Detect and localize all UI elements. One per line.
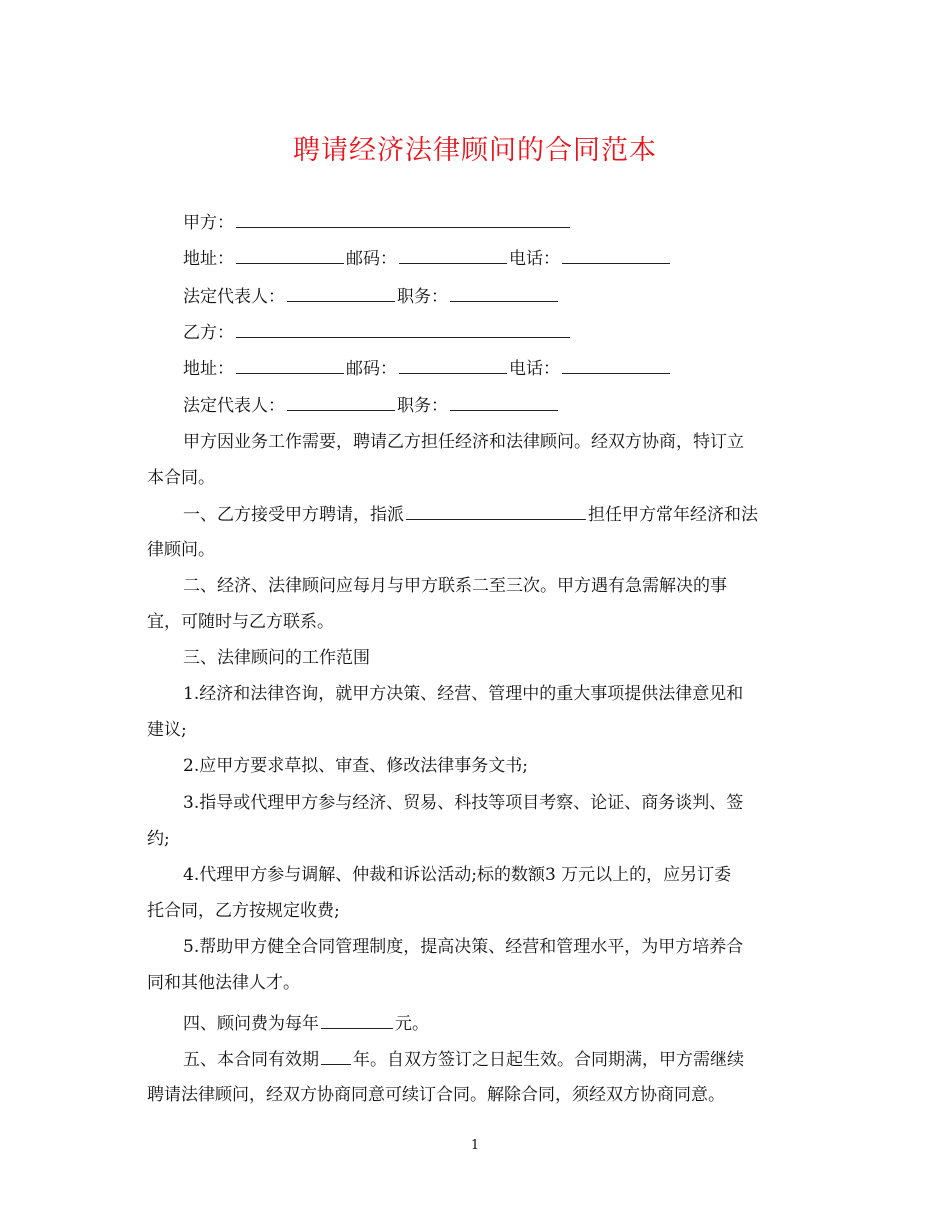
clause-5-blank	[321, 1047, 351, 1065]
party-a-address-label: 地址：	[183, 249, 234, 269]
party-b-postcode-blank	[399, 356, 507, 374]
document-title: 聘请经济法律顾问的合同范本	[293, 135, 657, 166]
party-b-label: 乙方：	[183, 323, 234, 343]
party-b-blank	[236, 320, 570, 338]
party-a-position-blank	[450, 284, 558, 302]
party-b-position-blank	[450, 393, 558, 411]
item-2-line: 2.应甲方要求草拟、审查、修改法律事务文书;	[183, 756, 528, 776]
clause-5-post: 年。自双方签订之日起生效。合同期满，甲方需继续	[353, 1050, 744, 1070]
item-5-line-1: 5.帮助甲方健全合同管理制度，提高决策、经营和管理水平，为甲方培养合	[183, 937, 744, 957]
page-number: 1	[470, 1138, 480, 1153]
party-a-blank	[236, 210, 570, 228]
party-a-phone-blank	[562, 246, 670, 264]
party-b-position-label: 职务：	[397, 396, 448, 416]
clause-4-blank	[321, 1011, 393, 1029]
party-a-contact-line	[183, 246, 950, 271]
party-b-address-label: 地址：	[183, 359, 234, 379]
clause-1-blank	[406, 502, 586, 520]
clause-5-line-2: 聘请法律顾问，经双方协商同意可续订合同。解除合同，须经双方协商同意。	[147, 1085, 725, 1105]
clause-5-line-1	[183, 1047, 950, 1072]
party-b-contact-line	[183, 356, 950, 381]
clause-5-pre: 五、本合同有效期	[183, 1050, 319, 1070]
party-b-rep-blank	[287, 393, 395, 411]
party-a-rep-label: 法定代表人：	[183, 287, 285, 307]
clause-1-line-1	[183, 502, 950, 527]
party-a-rep-blank	[287, 284, 395, 302]
item-1-line-2: 建议;	[147, 720, 187, 740]
intro-line-2: 本合同。	[147, 468, 215, 488]
party-a-phone-label: 电话：	[509, 249, 560, 269]
party-b-rep-label: 法定代表人：	[183, 396, 285, 416]
party-a-rep-line	[183, 284, 950, 309]
party-b-postcode-label: 邮码：	[346, 359, 397, 379]
party-a-label: 甲方：	[183, 213, 234, 233]
party-b-address-blank	[236, 356, 344, 374]
party-a-position-label: 职务：	[397, 287, 448, 307]
party-a-postcode-blank	[399, 246, 507, 264]
clause-3-heading: 三、法律顾问的工作范围	[183, 648, 370, 668]
party-b-rep-line	[183, 393, 950, 418]
clause-1-line-2: 律顾问。	[147, 540, 215, 560]
clause-4-line	[183, 1011, 950, 1036]
item-3-line-1: 3.指导或代理甲方参与经济、贸易、科技等项目考察、论证、商务谈判、签	[183, 793, 744, 813]
intro-line-1: 甲方因业务工作需要，聘请乙方担任经济和法律顾问。经双方协商，特订立	[183, 432, 744, 452]
item-5-line-2: 同和其他法律人才。	[147, 973, 300, 993]
item-3-line-2: 约;	[147, 829, 170, 849]
party-a-address-blank	[236, 246, 344, 264]
clause-2-line-1: 二、经济、法律顾问应每月与甲方联系二至三次。甲方遇有急需解决的事	[183, 576, 727, 596]
clause-1-post: 担任甲方常年经济和法	[588, 505, 758, 525]
clause-4-post: 元。	[395, 1014, 429, 1034]
party-b-phone-label: 电话：	[509, 359, 560, 379]
item-4-line-1: 4.代理甲方参与调解、仲裁和诉讼活动;标的数额3 万元以上的，应另订委	[183, 865, 732, 885]
item-4-line-2: 托合同，乙方按规定收费;	[147, 901, 340, 921]
party-b-phone-blank	[562, 356, 670, 374]
clause-1-pre: 一、乙方接受甲方聘请，指派	[183, 505, 404, 525]
item-1-line-1: 1.经济和法律咨询，就甲方决策、经营、管理中的重大事项提供法律意见和	[183, 684, 744, 704]
party-a-postcode-label: 邮码：	[346, 249, 397, 269]
party-b-line	[183, 320, 950, 345]
clause-4-pre: 四、顾问费为每年	[183, 1014, 319, 1034]
clause-2-line-2: 宜，可随时与乙方联系。	[147, 612, 334, 632]
party-a-line	[183, 210, 950, 235]
